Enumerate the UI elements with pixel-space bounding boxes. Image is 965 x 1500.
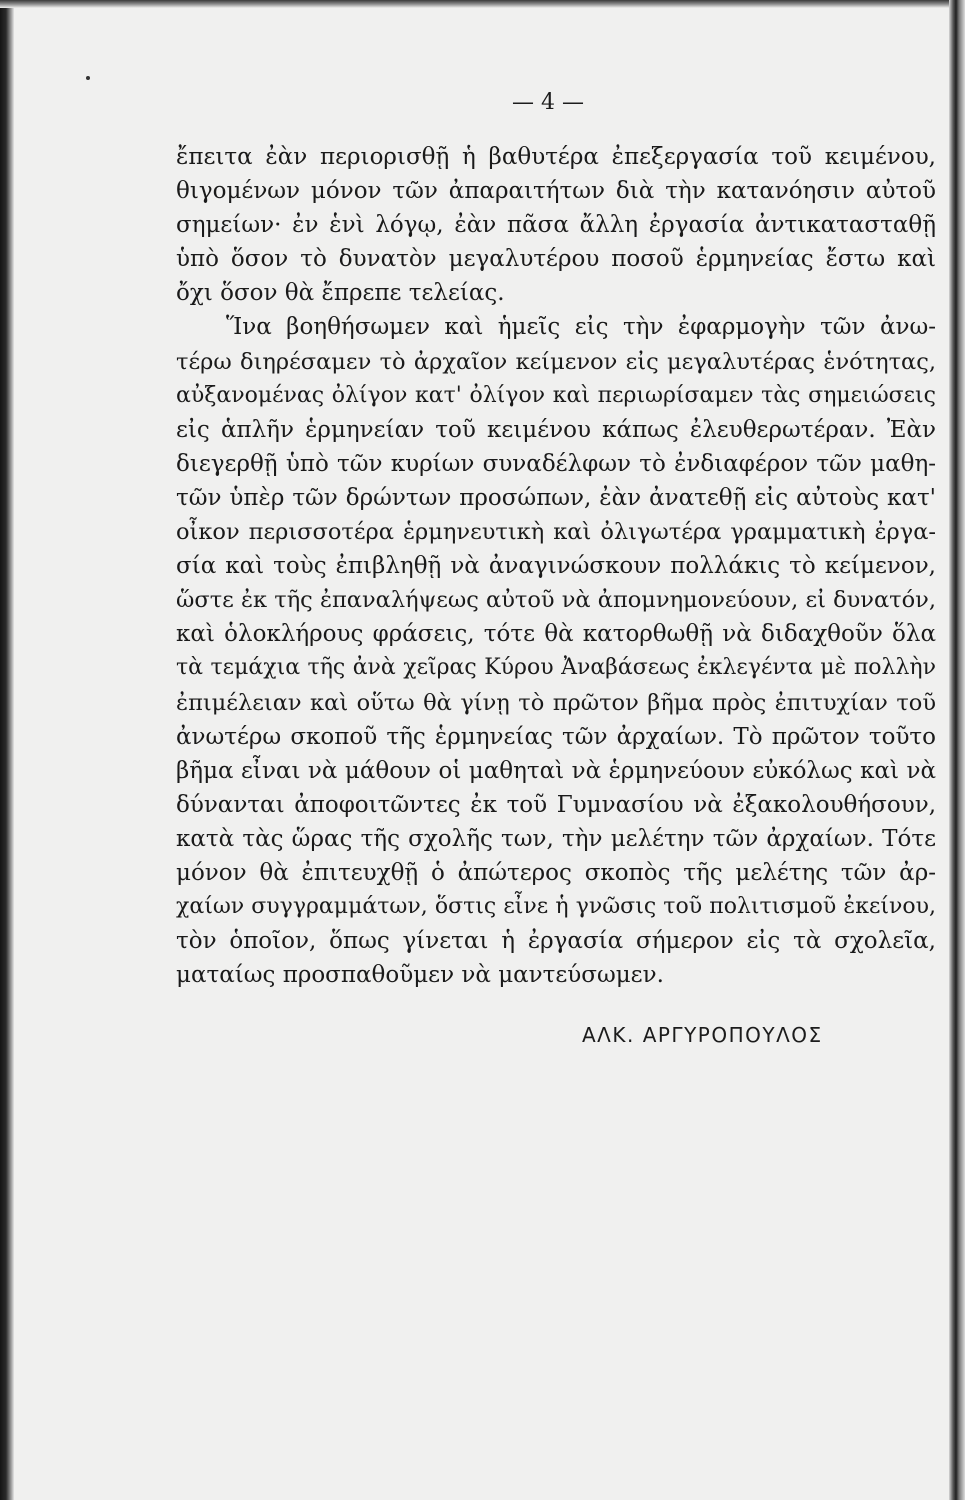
text-line: τὰ τεμάχια τῆς ἀνὰ χεῖρας Κύρου Ἀναβάσεως ἐκλεγέντα μὲ πολλὴν: [176, 655, 936, 681]
text-line: τὸν ὁποῖον, ὅπως γίνεται ἡ ἐργασία σήμερον εἰς τὰ σχολεῖα,: [176, 928, 936, 955]
page-number: — 4 —: [512, 90, 584, 115]
text-line: εἰς ἁπλῆν ἑρμηνείαν τοῦ κειμένου κάπως ἐλευθερωτέραν. Ἐὰν: [176, 416, 936, 443]
text-line: διεγερθῇ ὑπὸ τῶν κυρίων συναδέλφων τὸ ἐνδιαφέρον τῶν μαθη-: [176, 450, 936, 477]
text-line: οἶκον περισσοτέρα ἑρμηνευτικὴ καὶ ὀλιγωτέρα γραμματικὴ ἐργα-: [176, 519, 936, 546]
text-line: ἐπιμέλειαν καὶ οὕτω θὰ γίνῃ τὸ πρῶτον βῆμα πρὸς ἐπιτυχίαν τοῦ: [176, 689, 936, 716]
ink-speck: [86, 76, 90, 80]
scan-edge-top: [0, 0, 965, 8]
text-line: χαίων συγγραμμάτων, ὅστις εἶνε ἡ γνῶσις τοῦ πολιτισμοῦ ἐκείνου,: [176, 894, 936, 920]
text-line: κατὰ τὰς ὥρας τῆς σχολῆς των, τὴν μελέτην τῶν ἀρχαίων. Τότε: [176, 825, 936, 852]
paragraph-2: [176, 310, 936, 992]
text-line: τέρω διηρέσαμεν τὸ ἀρχαῖον κείμενον εἰς μεγαλυτέρας ἑνότητας,: [176, 348, 936, 375]
scan-edge-left: [0, 0, 14, 1500]
text-line: ἀνωτέρω σκοποῦ τῆς ἑρμηνείας τῶν ἀρχαίων. Τὸ πρῶτον τοῦτο: [176, 723, 936, 750]
text-line: ἔπειτα ἐὰν περιορισθῇ ἡ βαθυτέρα ἐπεξεργασία τοῦ κειμένου,: [176, 144, 936, 170]
text-line: ματαίως προσπαθοῦμεν νὰ μαντεύσωμεν.: [176, 962, 664, 989]
body-text: [176, 140, 936, 992]
text-line: ὄχι ὅσον θὰ ἔπρεπε τελείας.: [176, 280, 505, 307]
text-line: θιγομένων μόνον τῶν ἀπαραιτήτων διὰ τὴν κατανόησιν αὐτοῦ: [176, 178, 936, 205]
text-line: αὐξανομένας ὀλίγον κατ' ὀλίγον καὶ περιωρίσαμεν τὰς σημειώσεις: [176, 382, 936, 408]
text-line: σία καὶ τοὺς ἐπιβληθῇ νὰ ἀναγινώσκουν πολλάκις τὸ κείμενον,: [176, 553, 936, 580]
author-signature: ΑΛΚ. ΑΡΓΥΡΟΠΟΥΛΟΣ: [582, 1023, 823, 1047]
text-line: τῶν ὑπὲρ τῶν δρώντων προσώπων, ἐὰν ἀνατεθῇ εἰς αὐτοὺς κατ': [176, 484, 936, 511]
text-line: σημείων· ἐν ἑνὶ λόγῳ, ἐὰν πᾶσα ἄλλη ἐργασία ἀντικατασταθῇ: [176, 212, 936, 239]
text-line: βῆμα εἶναι νὰ μάθουν οἱ μαθηταὶ νὰ ἑρμηνεύουν εὐκόλως καὶ νὰ: [176, 757, 936, 784]
scan-edge-right: [949, 0, 965, 1500]
text-line: ὑπὸ ὅσον τὸ δυνατὸν μεγαλυτέρου ποσοῦ ἑρμηνείας ἔστω καὶ: [176, 246, 936, 273]
text-line: Ἵνα βοηθήσωμεν καὶ ἡμεῖς εἰς τὴν ἐφαρμογὴν τῶν ἀνω-: [226, 314, 936, 341]
text-line: ὥστε ἐκ τῆς ἐπαναλήψεως αὐτοῦ νὰ ἀπομνημονεύουν, εἰ δυνατόν,: [176, 587, 936, 614]
text-line: δύνανται ἀποφοιτῶντες ἐκ τοῦ Γυμνασίου νὰ ἐξακολουθήσουν,: [176, 791, 936, 818]
text-line: καὶ ὁλοκλήρους φράσεις, τότε θὰ κατορθωθῇ νὰ διδαχθοῦν ὅλα: [176, 621, 936, 648]
paragraph-1: [176, 140, 936, 310]
text-line: μόνον θὰ ἐπιτευχθῇ ὁ ἀπώτερος σκοπὸς τῆς μελέτης τῶν ἀρ-: [176, 859, 936, 886]
